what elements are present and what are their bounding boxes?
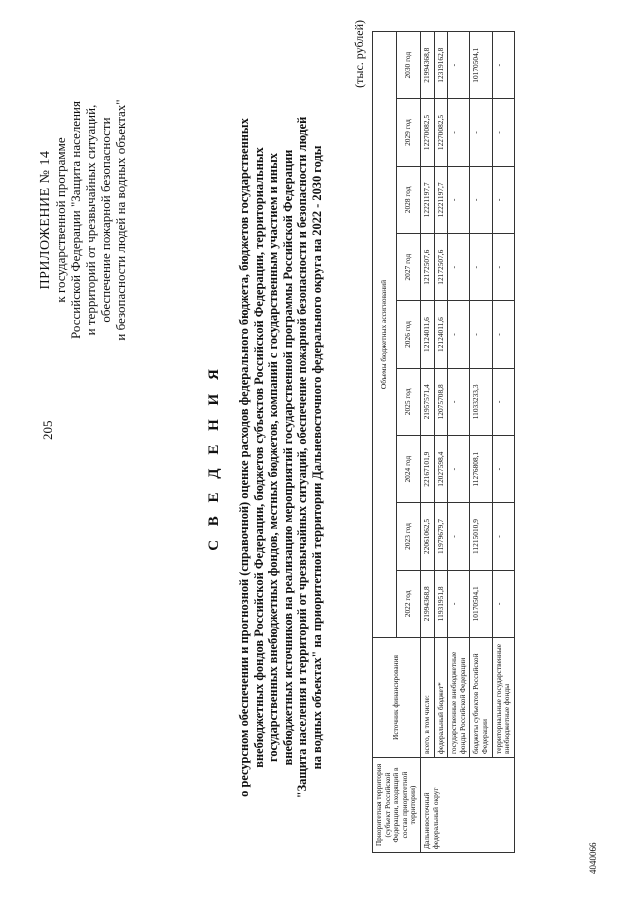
source-cell: бюджеты субъектов Российской Федерации [470, 638, 492, 758]
value-cell: 12221197,7 [420, 166, 434, 233]
appendix-line: Российской Федерации "Защита населения [68, 101, 83, 339]
appendix-line: обеспечение пожарной безопасности [98, 117, 113, 323]
value-cell: - [492, 32, 514, 99]
title-heading: С В Е Д Е Н И Я [206, 364, 222, 551]
value-cell: - [492, 301, 514, 368]
value-cell: 21994368,8 [420, 570, 434, 637]
title-line: государственных внебюджетных фондов, местных бюджетов, компаний с государственным участием и иных [266, 153, 281, 762]
table-row [420, 32, 434, 853]
value-cell: 10170504,1 [470, 32, 492, 99]
value-cell: - [448, 436, 470, 503]
value-cell: - [470, 234, 492, 301]
value-cell: - [448, 570, 470, 637]
value-cell: - [448, 32, 470, 99]
value-cell: 21994368,8 [420, 32, 434, 99]
value-cell: - [492, 166, 514, 233]
title-line: внебюджетных фондов Российской Федерации, бюджетов субъектов Российской Федерации, территориальных [251, 147, 266, 768]
header-year: 2029 год [396, 99, 420, 166]
value-cell: - [470, 166, 492, 233]
header-year: 2028 год [396, 166, 420, 233]
value-cell: 11276808,1 [470, 436, 492, 503]
value-cell: 11979679,7 [434, 503, 448, 570]
header-year: 2030 год [396, 32, 420, 99]
header-year: 2023 год [396, 503, 420, 570]
page-number: 205 [40, 420, 55, 440]
value-cell: 12221197,7 [434, 166, 448, 233]
table-header-row [373, 32, 397, 853]
funding-table [372, 31, 515, 853]
header-year: 2025 год [396, 368, 420, 435]
value-cell: 12172507,6 [434, 234, 448, 301]
document-code: 4040066 [588, 842, 598, 874]
value-cell: 12319162,8 [434, 32, 448, 99]
value-cell: 12172507,6 [420, 234, 434, 301]
value-cell: 12270082,5 [434, 99, 448, 166]
header-year: 2024 год [396, 436, 420, 503]
value-cell: - [492, 234, 514, 301]
value-cell: - [448, 368, 470, 435]
territory-cell: Дальневосточный федеральный округ [420, 758, 514, 853]
header-year: 2022 год [396, 570, 420, 637]
value-cell: 11215010,9 [470, 503, 492, 570]
value-cell: 22167101,9 [420, 436, 434, 503]
value-cell: - [448, 166, 470, 233]
value-cell: - [492, 570, 514, 637]
value-cell: 12124011,6 [420, 301, 434, 368]
appendix-line: к государственной программе [53, 137, 68, 303]
value-cell: 11931951,8 [434, 570, 448, 637]
header-volumes: Объемы бюджетных ассигнований [373, 32, 397, 638]
title-line: "Защита населения и территорий от чрезвычайных ситуаций, обеспечение пожарной безопасности и безопасности людей [295, 116, 310, 799]
value-cell: - [492, 368, 514, 435]
appendix-heading: ПРИЛОЖЕНИЕ № 14 [38, 150, 53, 290]
table-row [470, 32, 492, 853]
source-cell: всего, в том числе: [420, 638, 434, 758]
header-year: 2026 год [396, 301, 420, 368]
value-cell: - [448, 301, 470, 368]
value-cell: - [448, 234, 470, 301]
units-label: (тыс. рублей) [352, 20, 366, 88]
document-title [206, 40, 325, 875]
table-row [492, 32, 514, 853]
source-cell: государственные внебюджетные фонды Российской Федерации [448, 638, 470, 758]
value-cell: 11033233,3 [470, 368, 492, 435]
title-line: внебюджетных источников на реализацию мероприятий государственной программы Российской Федерации [280, 149, 295, 766]
source-cell: территориальные государственные внебюджетные фонды [492, 638, 514, 758]
value-cell: - [470, 301, 492, 368]
title-line: на водных объектах" на приоритетной территории Дальневосточного федерального округа на 2022 - 2030 годы [309, 145, 324, 770]
value-cell: 12075708,8 [434, 368, 448, 435]
appendix-line: и территорий от чрезвычайных ситуаций, [83, 104, 98, 336]
value-cell: 12270082,5 [420, 99, 434, 166]
value-cell: - [492, 503, 514, 570]
value-cell: - [492, 436, 514, 503]
appendix-block [38, 40, 128, 400]
appendix-line: и безопасности людей на водных объектах" [113, 99, 128, 341]
header-source: Источник финансирования [373, 638, 421, 758]
value-cell: - [448, 99, 470, 166]
header-territory: Приоритетная территория (субъект Российской Федерации, входящий в состав приоритетной территории) [373, 758, 421, 853]
value-cell: - [470, 99, 492, 166]
value-cell: 12027598,4 [434, 436, 448, 503]
value-cell: 22061062,5 [420, 503, 434, 570]
source-cell: федеральный бюджет* [434, 638, 448, 758]
value-cell: 12124011,6 [434, 301, 448, 368]
value-cell: - [448, 503, 470, 570]
header-year: 2027 год [396, 234, 420, 301]
value-cell: - [492, 99, 514, 166]
title-line: о ресурсном обеспечении и прогнозной (справочной) оценке расходов федерального бюджета, бюджетов государственных [237, 118, 251, 797]
table-row [434, 32, 448, 853]
value-cell: 10170504,1 [470, 570, 492, 637]
value-cell: 21957571,4 [420, 368, 434, 435]
table-row [448, 32, 470, 853]
